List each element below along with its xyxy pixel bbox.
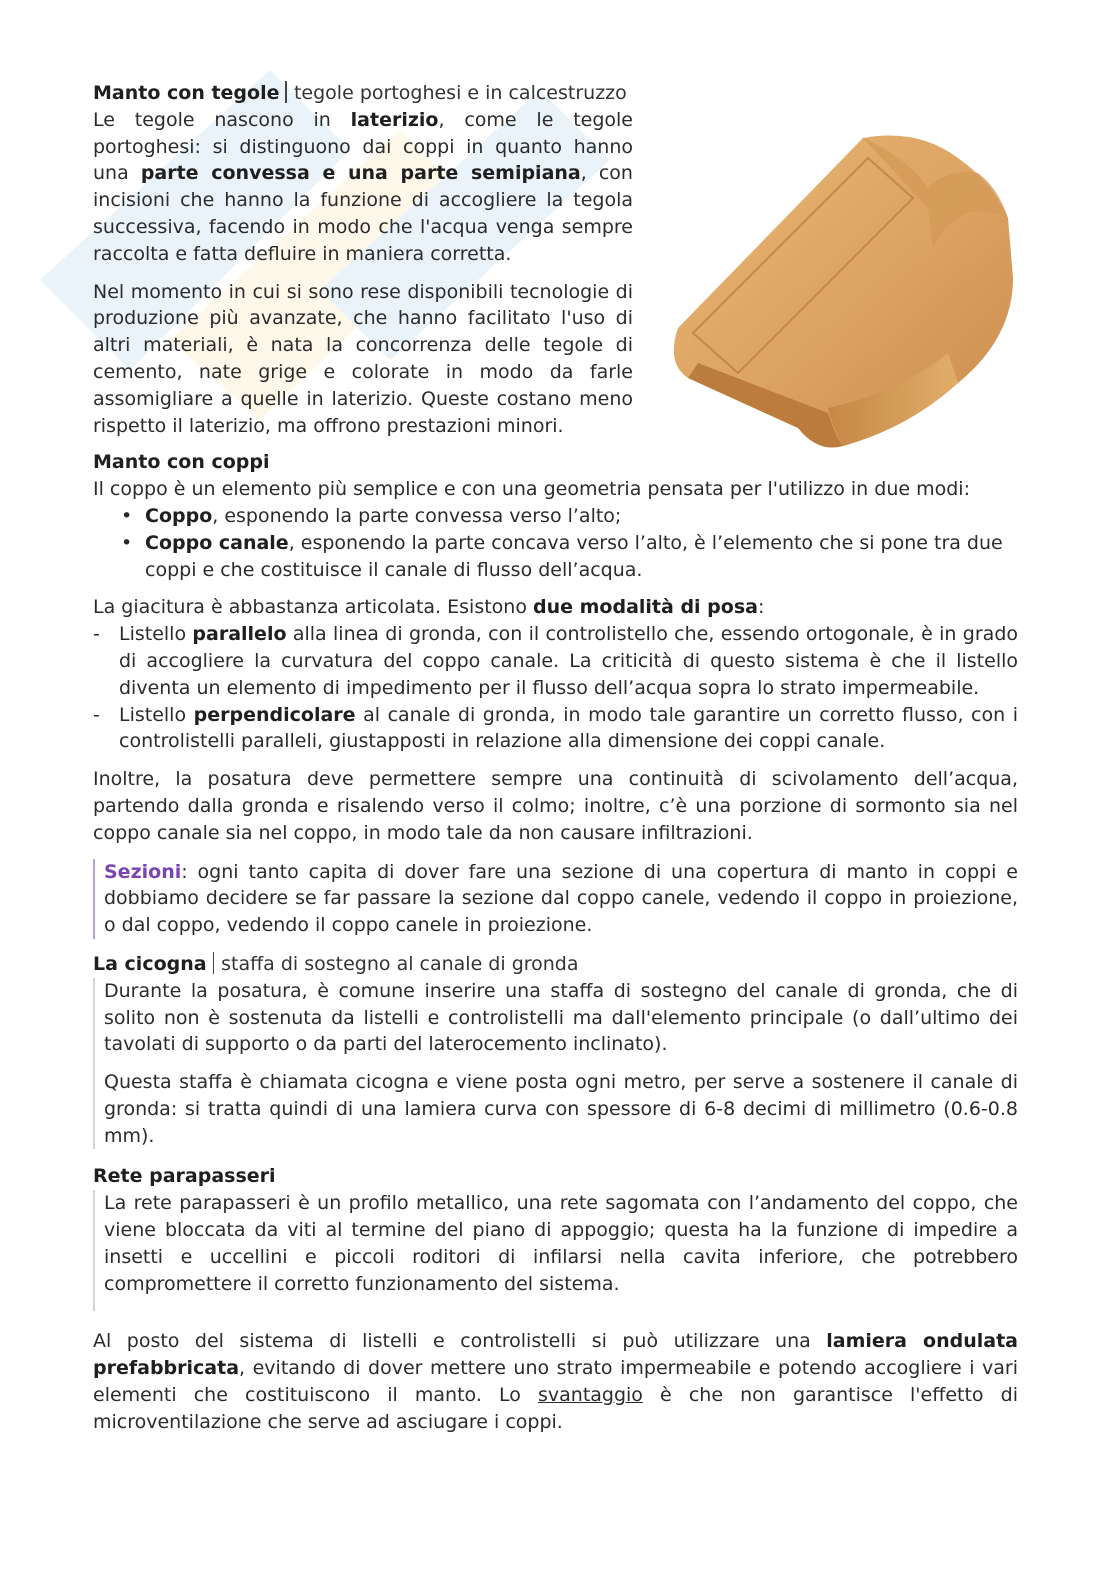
text: , evitando di dover mettere uno strato impermeabile e potendo accogliere i vari elementi che costituiscono il manto. Lo (93, 1357, 1018, 1407)
text: , esponendo la parte concava verso l’alto, è l’elemento che si pone tra due coppi e che costituisce il canale di flusso dell’acqua. (145, 531, 1003, 581)
paragraph-cicogna-2: Questa staffa è chiamata cicogna e viene posta ogni metro, per serve a sostenere il canale di gronda: si tratta quindi di una lamiera curva con spessore di 6-8 decimi di millimetro (0.6-0.8 mm). (104, 1071, 1018, 1147)
text: Le tegole nascono in (93, 108, 351, 131)
heading-separator (213, 952, 215, 974)
heading-tegole (93, 80, 693, 107)
paragraph-tegole-2: Nel momento in cui si sono rese disponibili tecnologie di produzione più avanzate, che hanno facilitato l'uso di altri materiali, è nata la concorrenza delle tegole di cemento, nate grige e colorate in modo da farle assomigliare a quelle in laterizio. Queste costano meno rispetto il laterizio, ma offrono prestazioni minori. (93, 280, 633, 437)
paragraph-tegole-1 (93, 107, 633, 268)
heading-title: Manto con tegole (93, 82, 280, 104)
callout-sezioni (93, 859, 1018, 939)
text: Listello (119, 703, 194, 726)
paragraph-giacitura (93, 594, 1018, 621)
text: Al posto del sistema di listelli e controlistelli si può utilizzare una (93, 1330, 827, 1353)
callout-label: Sezioni (104, 860, 182, 883)
text: è che non garantisce l'effetto di microventilazione che serve ad asciugare i coppi. (93, 1384, 1018, 1433)
paragraph-posatura: Inoltre, la posatura deve permettere sempre una continuità di scivolamento dell’acqua, partendo dalla gronda e risalendo verso il colmo; inoltre, c’è una porzione di sormonto sia nel coppo canale sia nel coppo, in modo tale da non causare infiltrazioni. (93, 768, 1018, 844)
underlined-text: svantaggio (537, 1384, 643, 1407)
text: Listello (119, 623, 193, 646)
bullet-list (93, 503, 1018, 583)
heading-title: La cicogna (93, 952, 207, 975)
bold-text: Coppo canale (145, 531, 289, 554)
text: al canale di gronda, in modo tale garantire un corretto flusso, con i controlistelli paralleli, giustapposti in relazione alla dimensione dei coppi canale. (119, 703, 1019, 753)
list-item (119, 702, 1018, 756)
bold-text: parallelo (192, 623, 287, 646)
text: , come le tegole portoghesi: si distinguono dai coppi in quanto hanno una (93, 108, 633, 185)
section-cicogna (93, 951, 1018, 1150)
heading-subtitle: tegole portoghesi e in calcestruzzo (293, 82, 627, 104)
text: La giacitura è abbastanza articolata. Esistono (93, 596, 533, 619)
bold-text: Coppo (145, 504, 213, 527)
heading-parapasseri: Rete parapasseri (93, 1165, 276, 1188)
paragraph-coppi-intro: Il coppo è un elemento più semplice e con una geometria pensata per l'utilizzo in due modi: (93, 478, 970, 501)
paragraph-lamiera (93, 1328, 1018, 1435)
section-coppi (93, 449, 1018, 939)
bold-text: laterizio (350, 108, 439, 131)
paragraph-parapasseri: La rete parapasseri è un profilo metallico, una rete sagomata con l’andamento del coppo, che viene bloccata da viti al termine del piano di appoggio; questa ha la funzione di impedire a insetti e uccellini e piccoli roditori di infilarsi nella cavita inferiore, che potrebbero compromettere il corretto funzionamento del sistema. (104, 1192, 1018, 1295)
text: alla linea di gronda, con il controlistello che, essendo ortogonale, è in grado di accogliere la curvatura del coppo canale. La criticità di questo sistema è che il listello diventa un elemento di impedimento per il flusso dell’acqua sopra lo strato impermeabile. (119, 623, 1019, 699)
heading-coppi: Manto con coppi (93, 451, 270, 474)
bold-text: parte convessa e una parte semipiana (140, 162, 581, 185)
list-item (145, 503, 1018, 530)
callout-text: : ogni tanto capita di dover fare una sezione di una copertura di manto in coppi e dobbiamo decidere se far passare la sezione dal coppo canele, vedendo il coppo in proiezione, o dal coppo, vedendo il coppo canele in proiezione. (104, 860, 1018, 937)
heading-subtitle: staffa di sostegno al canale di gronda (221, 952, 579, 975)
quote-block (93, 1190, 1018, 1311)
bold-text: due modalità di posa (533, 596, 758, 619)
quote-block (93, 978, 1018, 1150)
list-item (119, 621, 1018, 701)
section-parapasseri (93, 1163, 1018, 1311)
bold-text: lamiera ondulata prefabbricata (93, 1330, 1018, 1380)
paragraph-cicogna-1: Durante la posatura, è comune inserire una staffa di sostegno del canale di gronda, che di solito non è sostenuta da listelli e controlistelli ma dall'elemento principale (o dall’ultimo dei tavolati di supporto o da parti del laterocemento inclinato). (104, 979, 1018, 1056)
text: , con incisioni che hanno la funzione di accogliere la tegola successiva, facendo in modo che l'acqua venga sempre raccolta e fatta defluire in maniera corretta. (93, 162, 633, 265)
list-item (145, 530, 1018, 584)
roof-tile-image (658, 128, 1023, 453)
heading-separator (285, 81, 287, 103)
text: , esponendo la parte convessa verso l’alto; (212, 504, 622, 527)
document-page (93, 80, 1018, 1436)
bold-text: perpendicolare (193, 703, 356, 726)
text: : (757, 596, 765, 619)
dash-list (93, 621, 1018, 755)
heading-cicogna (93, 951, 1018, 978)
section-tegole (93, 80, 633, 439)
